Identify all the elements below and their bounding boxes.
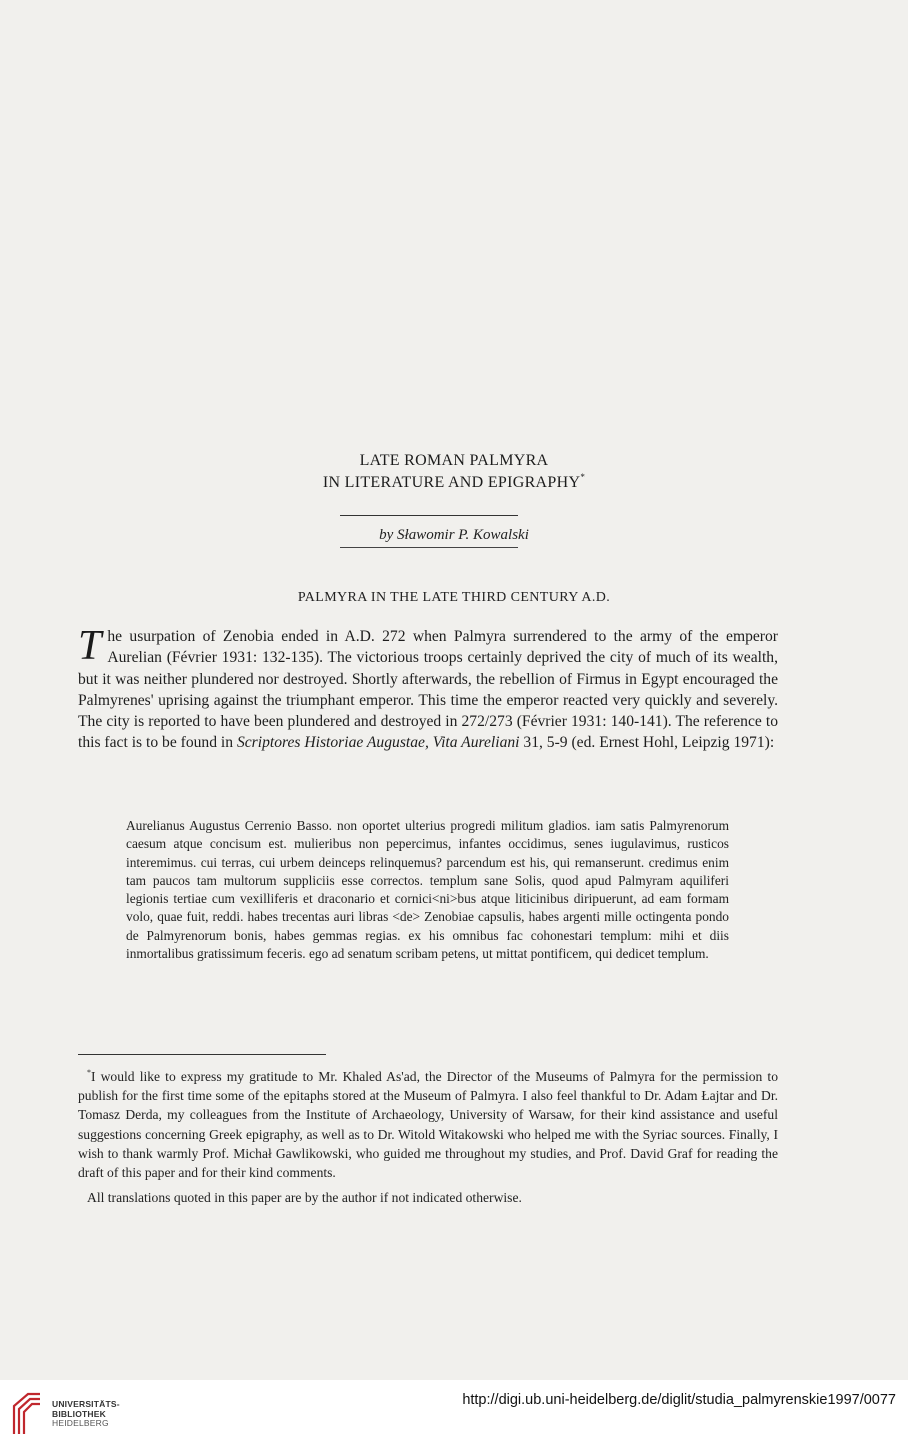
body-text-a: he usurpation of Zenobia ended in A.D. 272 when Palmyra surrendered to the army of the emperor Aurelian (Février 1931: 132-135). The victorious troops certainly deprived the city of much of its wealth, but it was neither plundered nor destroyed. Shortly afterwards, the rebellion of Firmus in Egypt encouraged the Palmyrenes' uprising against the triumphant emperor. This time the emperor reacted very quickly and severely. The city is reported to have been plundered and destroyed in 272/273 (Février 1931: 140-141). The reference to this fact is to be found in bbox=[78, 628, 778, 752]
body-text-italic: Scriptores Historiae Augustae, Vita Aureliani bbox=[236, 734, 520, 752]
article-title-line2: IN LITERATURE AND EPIGRAPHY* bbox=[322, 472, 586, 491]
latin-block-quote: Aurelianus Augustus Cerrenio Basso. non oportet ulterius progredi militum gladios. iam satis Palmyrenorum caesum atque concisum est. mulieribus non pepercimus, infantes occidimus, senes iugulavimus, rusticos interemimus. cui terras, cui urbem deinceps relinquemus? parcendum est his, qui remanserunt. credimus enim tam paucos tam multorum suppliciis esse correctos. templum sane Solis, quod apud Palmyram aquiliferi legionis tertiae cum vexilliferis et draconario et cornici<ni>bus atque liticinibus diripuerunt, ad eam formam volo, quae fuit, reddi. habes trecentas auri libras <de> Zenobiae capsulis, habes argenti mille octingenta pondo de Palmyrenorum bonis, habes gemmas regias. ex his omnibus fac cohonestari templum: mihi et diis inmortalibus gratissimum feceris. ego ad senatum scribam petens, ut mittat pontificem, qui dedicet templum. bbox=[126, 818, 729, 962]
footnote-paragraph-1 bbox=[78, 1063, 778, 1182]
logo-line-1: UNIVERSITÄTS- bbox=[52, 1399, 120, 1409]
permalink-url[interactable]: http://digi.ub.uni-heidelberg.de/diglit/studia_palmyrenskie1997/0077 bbox=[462, 1392, 896, 1408]
logo-line-3: HEIDELBERG bbox=[52, 1418, 109, 1428]
library-logo-text bbox=[52, 1400, 120, 1429]
drop-cap: T bbox=[78, 623, 102, 669]
footnote-divider bbox=[78, 1054, 326, 1055]
footnote-marker: * bbox=[87, 1068, 91, 1077]
section-heading: PALMYRA IN THE LATE THIRD CENTURY A.D. bbox=[297, 590, 611, 605]
footnote-paragraph-2: All translations quoted in this paper are by the author if not indicated otherwise. bbox=[87, 1190, 522, 1206]
title-divider bbox=[340, 515, 518, 516]
body-text-b: 31, 5-9 (ed. Ernest Hohl, Leipzig 1971): bbox=[519, 734, 775, 752]
body-paragraph bbox=[78, 623, 778, 754]
logo-line-2: BIBLIOTHEK bbox=[52, 1408, 106, 1419]
digitization-footer bbox=[0, 1380, 908, 1447]
author-byline: by Sławomir P. Kowalski bbox=[379, 527, 529, 543]
article-title-line1: LATE ROMAN PALMYRA bbox=[359, 452, 549, 469]
title-footnote-marker: * bbox=[580, 472, 586, 482]
byline-underline bbox=[340, 547, 518, 548]
footnote bbox=[78, 1063, 778, 1207]
library-logo-icon bbox=[10, 1390, 44, 1436]
footnote-text-1: I would like to express my gratitude to Mr. Khaled As'ad, the Director of the Museums of Palmyra for the permission to publish for the first time some of the epitaphs stored at the Museum of Palmyra. I also feel thankful to Dr. Adam Łajtar and Dr. Tomasz Derda, my colleagues from the Institute of Archaeology, University of Warsaw, for their kind assistance and useful suggestions concerning Greek epigraphy, as well as to Dr. Witold Witakowski who helped me with the Syriac sources. Finally, I wish to thank warmly Prof. Michał Gawlikowski, who guided me throughout my studies, and Prof. David Graf for reading the draft of this paper and for their kind comments. bbox=[78, 1069, 778, 1181]
bleed-through-texture bbox=[60, 80, 780, 440]
